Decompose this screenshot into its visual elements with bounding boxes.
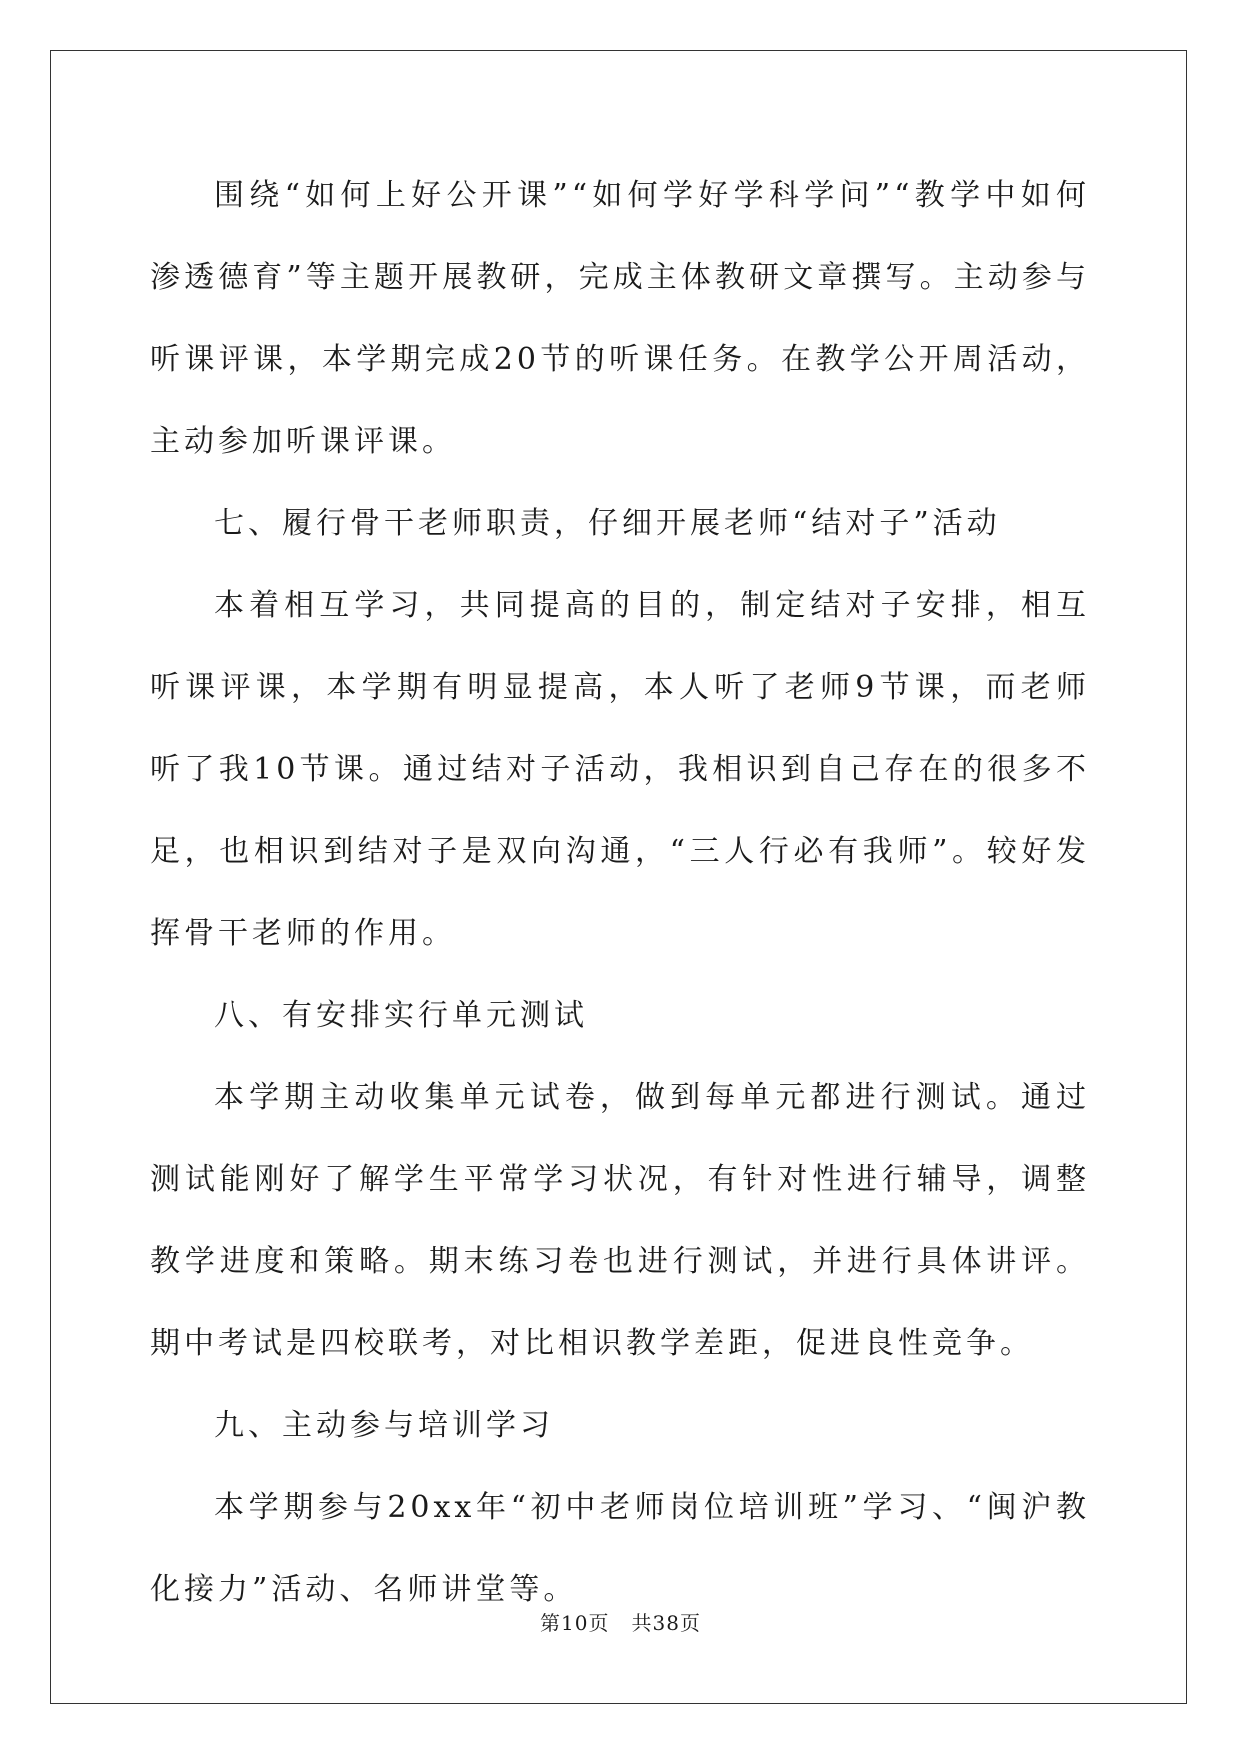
- document-body: [150, 155, 1090, 1631]
- section-heading: 九、主动参与培训学习: [214, 1408, 554, 1443]
- section-heading: 七、履行骨干老师职责，仔细开展老师“结对子”活动: [214, 506, 1001, 541]
- total-pages: 共38页: [631, 1611, 701, 1635]
- paragraph: 本学期主动收集单元试卷，做到每单元都进行测试。通过测试能刚好了解学生平常学习状况，有针对性进行辅导，调整教学进度和策略。期末练习卷也进行测试，并进行具体讲评。期中考试是四校联考，对比相识教学差距，促进良性竞争。: [150, 1080, 1090, 1361]
- paragraph: 围绕“如何上好公开课”“如何学好学科学问”“教学中如何渗透德育”等主题开展教研，完成主体教研文章撰写。主动参与听课评课，本学期完成20节的听课任务。在教学公开周活动，主动参加听课评课。: [150, 178, 1090, 459]
- page-footer: [0, 1607, 1241, 1636]
- section-heading: 八、有安排实行单元测试: [214, 998, 588, 1033]
- paragraph: 本着相互学习，共同提高的目的，制定结对子安排，相互听课评课，本学期有明显提高，本人听了老师9节课，而老师听了我10节课。通过结对子活动，我相识到自己存在的很多不足，也相识到结对子是双向沟通，“三人行必有我师”。较好发挥骨干老师的作用。: [150, 588, 1090, 951]
- paragraph: 本学期参与20xx年“初中老师岗位培训班”学习、“闽沪教化接力”活动、名师讲堂等。: [150, 1490, 1090, 1607]
- page-number: 第10页: [540, 1611, 610, 1635]
